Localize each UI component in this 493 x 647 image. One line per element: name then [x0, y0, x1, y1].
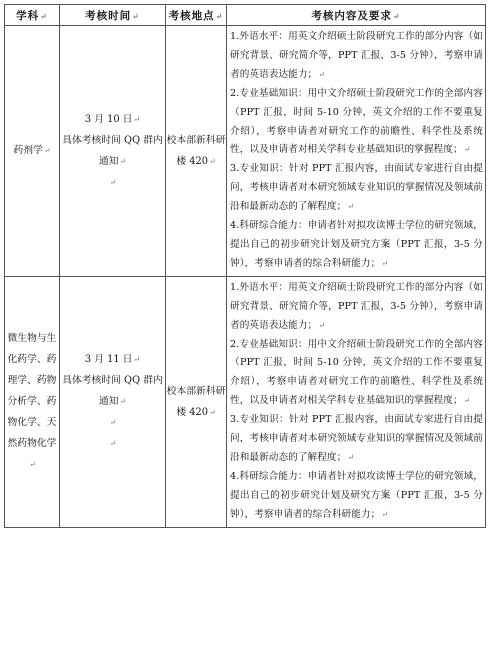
exam-requirements-cell: [227, 26, 486, 277]
requirement-item: 1.外语水平：用英文介绍硕士阶段研究工作的部分内容（如研究背景、研究简介等，PPT 汇报，3-5 分钟），考察申请者的英语表达能力；↵: [230, 31, 483, 80]
table-row: [5, 276, 486, 527]
exam-requirements-cell: [227, 276, 486, 527]
requirement-item: 2.专业基础知识：用中文介绍硕士阶段研究工作的全部内容（PPT 汇报，时间 5-10 分钟，英文介绍的工作不要重复介绍），考察申请者对研究工作的前瞻性、科学性及系统性，以及申请者对相关学科专业基础知识的掌握程度；↵: [230, 87, 483, 156]
exam-location-cell: 校本部新科研楼 420↵: [166, 276, 227, 527]
header-exam-content: 考核内容及要求↵: [227, 5, 486, 26]
exam-time-cell: 3 月 10 日↵ 具体考核时间 QQ 群内通知↵ ↵: [60, 26, 166, 277]
table-row: [5, 26, 486, 277]
header-exam-location: 考核地点↵: [166, 5, 227, 26]
requirement-item: 4.科研综合能力：申请者针对拟攻读博士学位的研究领域，提出自己的初步研究计划及研究方案（PPT 汇报，3-5 分钟），考察申请者的综合科研能力；↵: [230, 220, 483, 269]
requirement-item: 3.专业知识：针对 PPT 汇报内容，由面试专家进行自由提问，考核申请者对本研究领域专业知识的掌握情况及领域前沿和最新动态的了解程度；↵: [230, 414, 483, 463]
requirement-item: 1.外语水平：用英文介绍硕士阶段研究工作的部分内容（如研究背景、研究简介等，PPT 汇报，3-5 分钟），考察申请者的英语表达能力；↵: [230, 281, 483, 331]
table-header-row: [5, 5, 486, 26]
header-subject: 学科↵: [5, 5, 60, 26]
exam-location-cell: 校本部新科研楼 420↵: [166, 26, 227, 277]
exam-time-cell: 3 月 11 日↵ 具体考核时间 QQ 群内通知↵ ↵ ↵: [60, 276, 166, 527]
subject-cell: 微生物与生化药学、药理学、药物分析学、药物化学、天然药物化学↵: [5, 276, 60, 527]
header-exam-time: 考核时间↵: [60, 5, 166, 26]
requirement-item: 4.科研综合能力：申请者针对拟攻读博士学位的研究领域，提出自己的初步研究计划及研究方案（PPT 汇报，3-5 分钟），考察申请者的综合科研能力；↵: [230, 470, 483, 520]
subject-cell: 药剂学↵: [5, 26, 60, 277]
requirement-item: 2.专业基础知识：用中文介绍硕士阶段研究工作的全部内容（PPT 汇报，时间 5-10 分钟，英文介绍的工作不要重复介绍），考察申请者对研究工作的前瞻性、科学性及系统性，以及申请者对相关学科专业基础知识的掌握程度；↵: [230, 338, 483, 407]
requirement-item: 3.专业知识：针对 PPT 汇报内容，由面试专家进行自由提问，考核申请者对本研究领域专业知识的掌握情况及领域前沿和最新动态的了解程度；↵: [230, 163, 483, 213]
exam-schedule-table: [4, 4, 486, 528]
